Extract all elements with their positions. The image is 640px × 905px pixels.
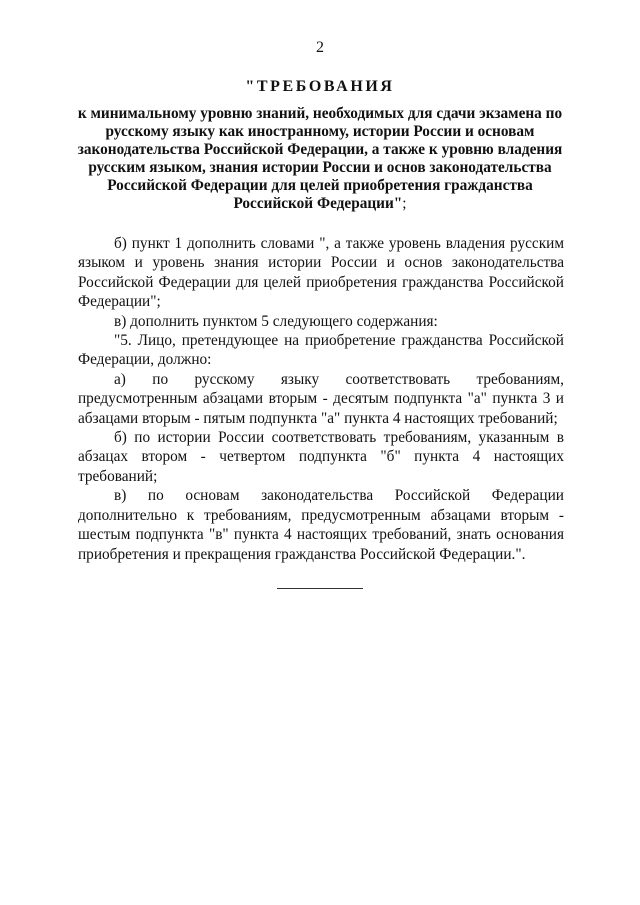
end-divider (277, 588, 363, 589)
paragraph-5-a: а) по русскому языку соответствовать требованиям, предусмотренным абзацами вторым - десятым подпункта "а" пункта 3 и абзацами вторым - пятым подпункта "а" пункта 4 настоящих требований; (78, 370, 564, 427)
heading-subtitle (70, 105, 570, 213)
paragraph-5-b: б) по истории России соответствовать требованиям, указанным в абзацах втором - четвертом подпункта "б" пункта 4 настоящих требований; (78, 429, 564, 485)
heading-subtitle-tail: ; (402, 195, 407, 212)
page-number: 2 (316, 39, 324, 56)
heading-title: "ТРЕБОВАНИЯ (245, 78, 395, 95)
paragraph-b: б) пункт 1 дополнить словами ", а также уровень владения русским языком и уровень знания истории России и основ законодательства Российской Федерации для целей приобретения гражданства Российской Федерации"; (78, 235, 564, 311)
document-body (78, 234, 564, 564)
paragraph-item-5: "5. Лицо, претендующее на приобретение гражданства Российской Федерации, должно: (78, 332, 564, 369)
paragraph-5-v: в) по основам законодательства Российской Федерации дополнительно к требованиям, предусмотренным абзацами вторым - шестым подпункта "в" пункта 4 настоящих требований, знать основания приобретения и прекращения гражданства Российской Федерации.". (78, 487, 564, 563)
paragraph-v: в) дополнить пунктом 5 следующего содержания: (114, 312, 438, 330)
heading-subtitle-text: к минимальному уровню знаний, необходимых для сдачи экзамена по русскому языку как иностранному, истории России и основам законодательства Российской Федерации, а также к уровню владения русским языком, знания истории России и основ законодательства Российской Федерации для целей приобретения гражданства Российской Федерации" (77, 105, 563, 212)
